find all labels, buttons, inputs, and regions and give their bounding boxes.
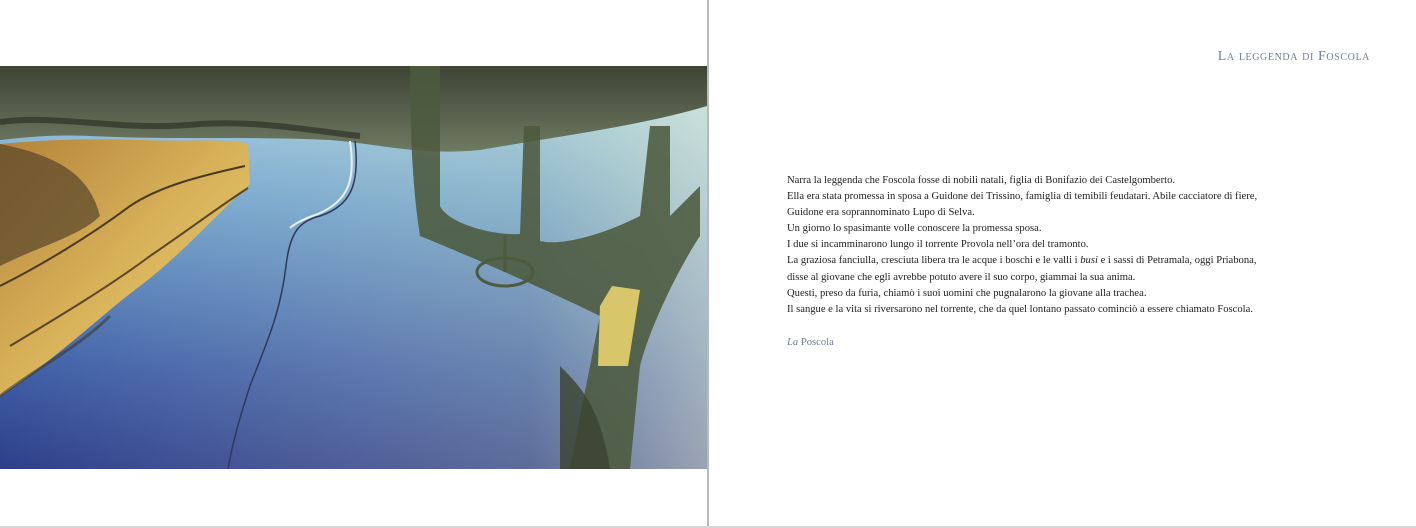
text-line: Un giorno lo spasimante volle conoscere la promessa sposa. xyxy=(787,223,1042,235)
italic-word: busi xyxy=(1080,255,1098,267)
text-line: Narra la leggenda che Foscola fosse di nobili natali, figlia di Bonifazio dei Castelgomberto. xyxy=(787,175,1176,186)
caption-italic: La xyxy=(787,337,799,348)
text-line: Questi, preso da furia, chiamò i suoi uomini che pugnalarono la giovane alla trachea. xyxy=(787,287,1147,299)
running-title: La leggenda di Foscola xyxy=(1217,49,1370,64)
caption-text: Poscola xyxy=(798,337,834,348)
text-line: I due si incamminarono lungo il torrente Provola nell’ora del tramonto. xyxy=(787,239,1089,251)
text-segment: La graziosa fanciulla, cresciuta libera tra le acque i boschi e le valli i xyxy=(787,255,1081,267)
text-segment: e i sassi di Petramala, oggi Priabona, xyxy=(1097,255,1257,267)
photo-caption xyxy=(787,337,834,348)
text-line: Il sangue e la vita si riversarono nel torrente, che da quel lontano passato cominciò a essere chiamato Foscola. xyxy=(787,303,1253,315)
reflection-photo xyxy=(0,66,707,469)
right-page xyxy=(709,0,1416,528)
left-page xyxy=(0,0,707,528)
text-line: disse al giovane che egli avrebbe potuto avere il suo corpo, giammai la sua anima. xyxy=(787,271,1136,283)
text-line: Ella era stata promessa in sposa a Guidone dei Trissino, famiglia di temibili feudatari. Abile cacciatore di fiere, xyxy=(787,191,1258,203)
text-line xyxy=(787,253,1387,269)
text-line: Guidone era soprannominato Lupo di Selva. xyxy=(787,207,975,219)
legend-text xyxy=(787,173,1387,318)
